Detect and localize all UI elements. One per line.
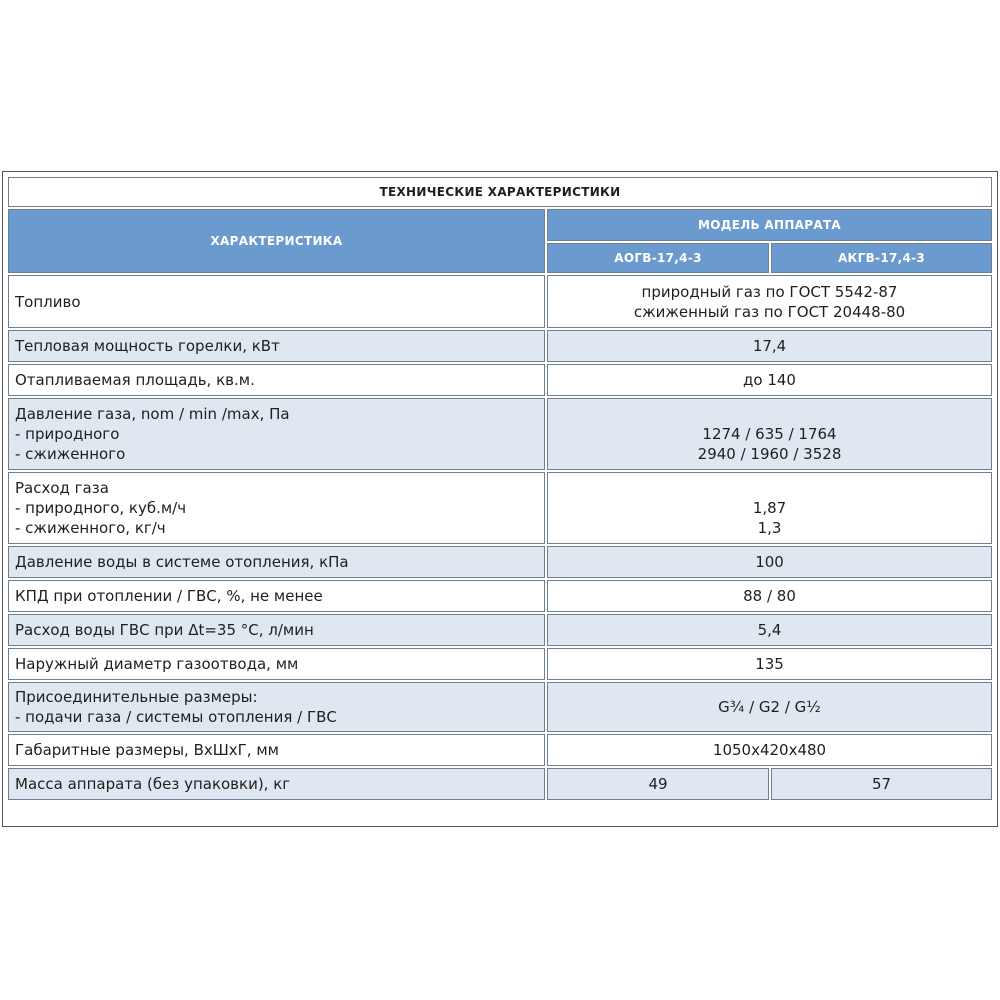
row-label: Габаритные размеры, ВхШхГ, мм xyxy=(8,734,545,766)
specs-table-frame xyxy=(2,171,998,827)
table-row xyxy=(8,472,992,544)
table-row xyxy=(8,580,992,612)
table-row xyxy=(8,614,992,646)
row-value: 1,87 1,3 xyxy=(547,472,992,544)
table-row xyxy=(8,275,992,328)
row-label: Расход газа - природного, куб.м/ч - сжиженного, кг/ч xyxy=(8,472,545,544)
table-row xyxy=(8,734,992,766)
row-value: 17,4 xyxy=(547,330,992,362)
specs-table xyxy=(6,175,994,802)
table-row xyxy=(8,398,992,470)
table-row xyxy=(8,768,992,800)
table-row xyxy=(8,364,992,396)
table-row xyxy=(8,682,992,732)
header-model-a: АОГВ-17,4-3 xyxy=(547,243,769,273)
row-label: Отапливаемая площадь, кв.м. xyxy=(8,364,545,396)
row-value: до 140 xyxy=(547,364,992,396)
row-label: Наружный диаметр газоотвода, мм xyxy=(8,648,545,680)
row-value: 135 xyxy=(547,648,992,680)
row-value: 88 / 80 xyxy=(547,580,992,612)
row-label: Расход воды ГВС при Δt=35 °С, л/мин xyxy=(8,614,545,646)
row-value: 1050x420x480 xyxy=(547,734,992,766)
header-characteristic: ХАРАКТЕРИСТИКА xyxy=(8,209,545,273)
row-value-model-b: 57 xyxy=(771,768,992,800)
row-label: Давление газа, nom / min /max, Па - природного - сжиженного xyxy=(8,398,545,470)
row-value-model-a: 49 xyxy=(547,768,769,800)
table-title: ТЕХНИЧЕСКИЕ ХАРАКТЕРИСТИКИ xyxy=(8,177,992,207)
row-value: G¾ / G2 / G½ xyxy=(547,682,992,732)
row-value: 1274 / 635 / 1764 2940 / 1960 / 3528 xyxy=(547,398,992,470)
row-label: Тепловая мощность горелки, кВт xyxy=(8,330,545,362)
table-row xyxy=(8,330,992,362)
row-label: Присоединительные размеры: - подачи газа / системы отопления / ГВС xyxy=(8,682,545,732)
row-value: 5,4 xyxy=(547,614,992,646)
row-value: 100 xyxy=(547,546,992,578)
row-label: КПД при отоплении / ГВС, %, не менее xyxy=(8,580,545,612)
header-model-b: АКГВ-17,4-3 xyxy=(771,243,992,273)
row-value: природный газ по ГОСТ 5542-87 сжиженный газ по ГОСТ 20448-80 xyxy=(547,275,992,328)
table-row xyxy=(8,648,992,680)
row-label: Топливо xyxy=(8,275,545,328)
header-model: МОДЕЛЬ АППАРАТА xyxy=(547,209,992,241)
table-row xyxy=(8,546,992,578)
row-label: Давление воды в системе отопления, кПа xyxy=(8,546,545,578)
row-label: Масса аппарата (без упаковки), кг xyxy=(8,768,545,800)
